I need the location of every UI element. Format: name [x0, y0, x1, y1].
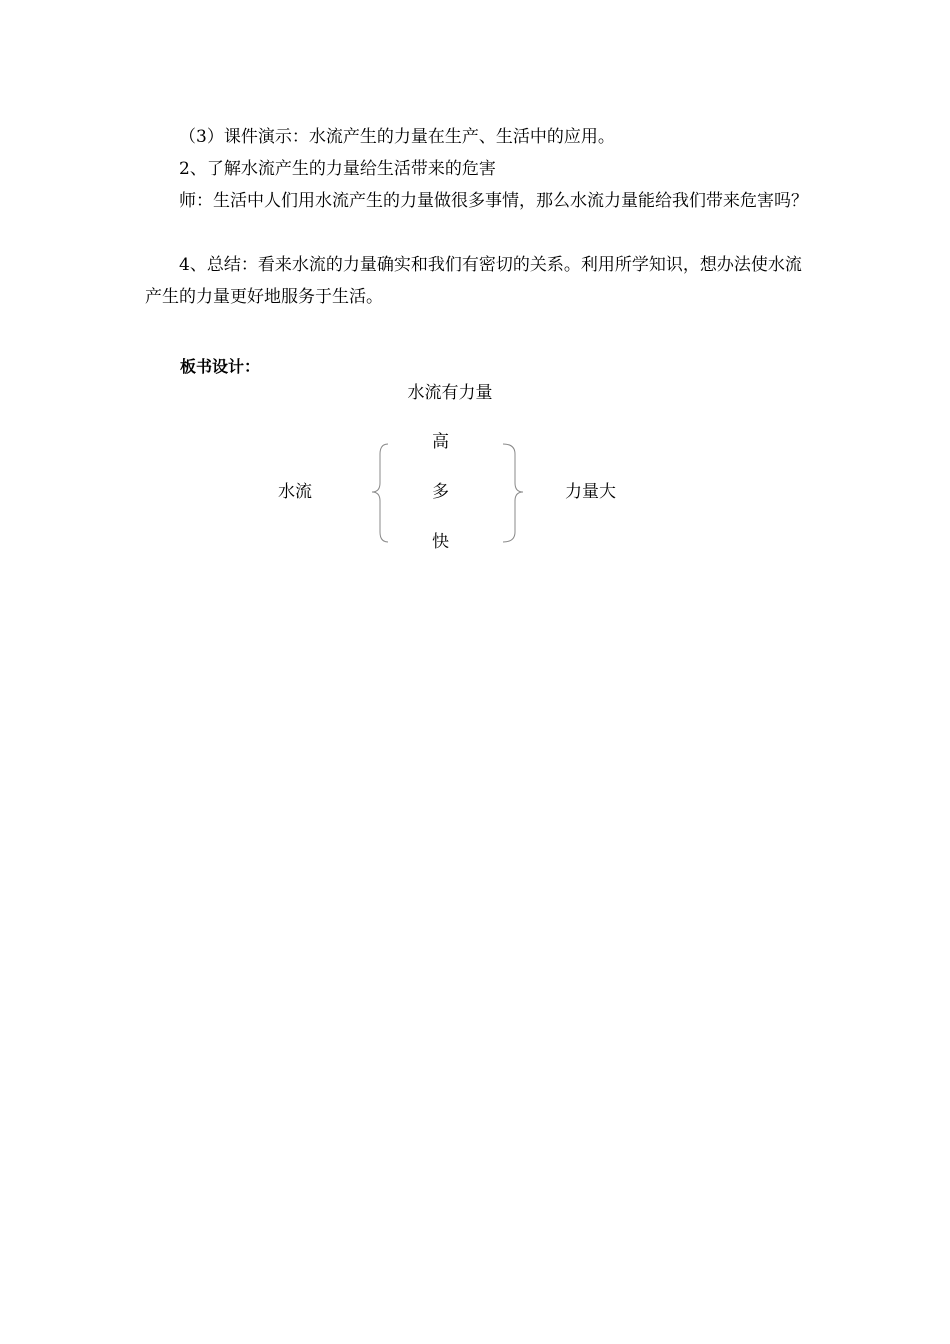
diagram-left-label: 水流	[278, 482, 312, 502]
braces-graphic	[360, 438, 540, 548]
board-design-heading: 板书设计：	[180, 357, 261, 376]
paragraph-courseware-demo: （3）课件演示：水流产生的力量在生产、生活中的应用。	[179, 127, 615, 147]
paragraph-teacher-question: 师：生活中人们用水流产生的力量做很多事情，那么水流力量能给我们带来危害吗？	[179, 191, 808, 211]
right-brace	[503, 444, 523, 542]
diagram-title: 水流有力量	[407, 383, 493, 403]
diagram-item-many: 多	[432, 482, 449, 502]
diagram-item-fast: 快	[432, 532, 449, 552]
paragraph-understand-hazards: 2、了解水流产生的力量给生活带来的危害	[179, 159, 496, 179]
left-brace	[372, 444, 388, 542]
diagram-right-label: 力量大	[565, 482, 616, 502]
paragraph-summary: 4、总结：看来水流的力量确实和我们有密切的关系。利用所学知识，想办法使水流产生的力量更好地服务于生活。	[145, 255, 802, 307]
diagram-item-high: 高	[432, 432, 449, 452]
